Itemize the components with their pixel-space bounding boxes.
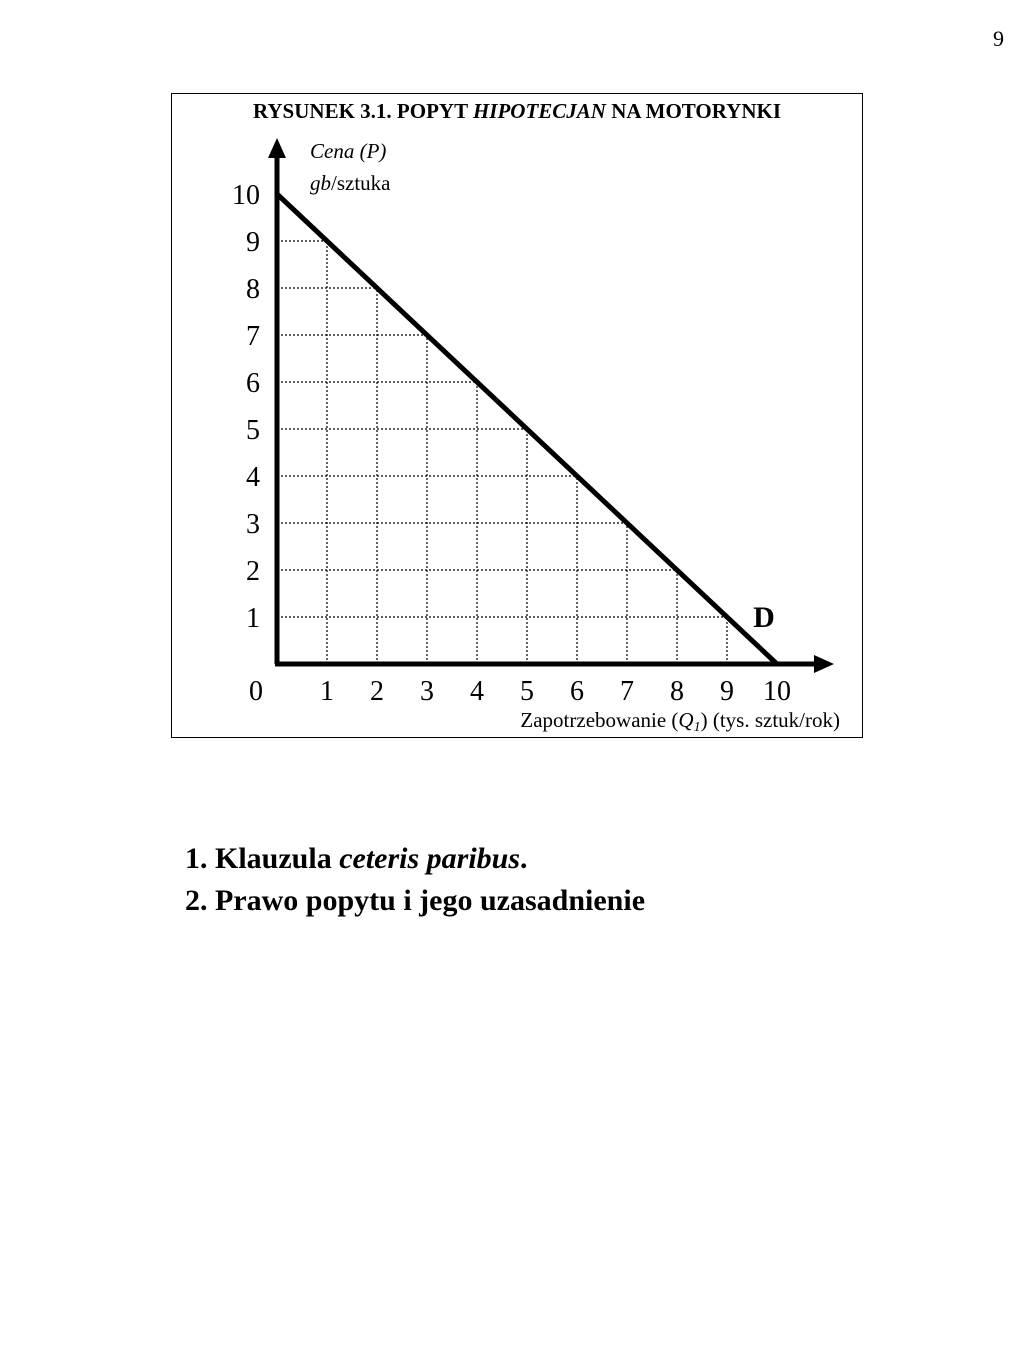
- label-layer: [232, 180, 791, 707]
- series-layer: [277, 194, 777, 664]
- x-tick-label: 5: [520, 676, 534, 707]
- x-axis-label-var: Q: [678, 708, 694, 732]
- x-tick-label: 0: [249, 676, 263, 707]
- demand-line-d: [277, 194, 777, 664]
- y-tick-label: 10: [232, 180, 260, 211]
- x-tick-label: 10: [763, 676, 791, 707]
- x-axis-label-sub: 1: [693, 720, 701, 735]
- y-tick-label: 3: [246, 509, 260, 540]
- page-number: 9: [993, 26, 1004, 51]
- list-item-1-suffix: .: [520, 842, 528, 875]
- y-tick-label: 6: [246, 368, 260, 399]
- topic-list: [185, 838, 645, 922]
- x-tick-label: 4: [470, 676, 484, 707]
- y-tick-label: 1: [246, 603, 260, 634]
- y-tick-label: 4: [246, 462, 260, 493]
- x-tick-label: 6: [570, 676, 584, 707]
- x-tick-label: 7: [620, 676, 634, 707]
- x-axis-label: [520, 708, 840, 736]
- axes-layer: [268, 138, 834, 673]
- list-item-2: 2. Prawo popytu i jego uzasadnienie: [185, 884, 646, 917]
- y-axis-label-unit-rest: /sztuka: [331, 171, 391, 195]
- list-item-1-prefix: 1. Klauzula: [185, 842, 340, 875]
- x-tick-label: 3: [420, 676, 434, 707]
- y-tick-label: 7: [246, 321, 260, 352]
- x-axis-label-suffix: ) (tys. sztuk/rok): [700, 708, 840, 732]
- x-tick-label: 9: [720, 676, 734, 707]
- x-tick-label: 1: [320, 676, 334, 707]
- x-axis-arrow: [814, 655, 834, 673]
- chart-plot: [172, 94, 864, 739]
- demand-chart-figure: [171, 93, 863, 738]
- x-tick-label: 2: [370, 676, 384, 707]
- y-tick-label: 5: [246, 415, 260, 446]
- y-tick-label: 8: [246, 274, 260, 305]
- x-tick-label: 8: [670, 676, 684, 707]
- list-item-1: [185, 838, 645, 880]
- chart-title-italic: HIPOTECJAN: [472, 99, 606, 123]
- grid-layer: [277, 241, 727, 664]
- y-tick-label: 2: [246, 556, 260, 587]
- y-axis-label-price: Cena (P): [310, 139, 387, 163]
- y-axis-label-unit-italic: gb: [310, 171, 331, 195]
- y-axis-arrow: [268, 138, 286, 158]
- chart-title-suffix: NA MOTORYNKI: [605, 99, 782, 123]
- y-tick-label: 9: [246, 227, 260, 258]
- list-item-1-italic: ceteris paribus: [339, 842, 521, 875]
- chart-title-prefix: RYSUNEK 3.1. POPYT: [252, 99, 473, 123]
- x-axis-label-prefix: Zapotrzebowanie (: [520, 708, 679, 732]
- demand-curve-label: D: [753, 601, 775, 634]
